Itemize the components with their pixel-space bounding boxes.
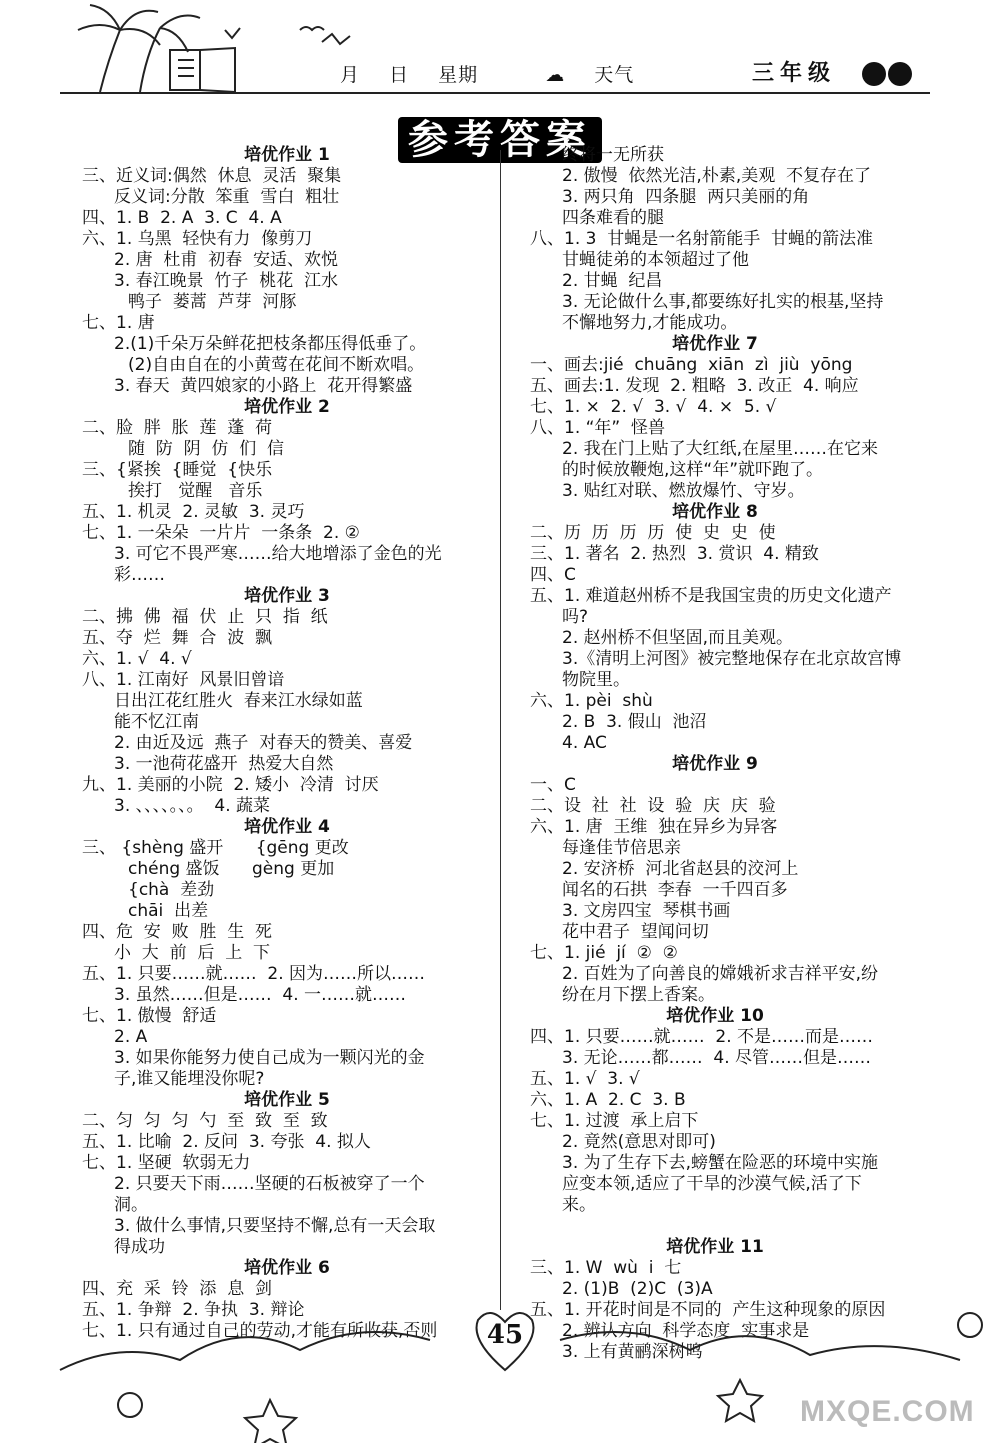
answer-line: 七、1. 坚硬 软弱无力 [82,1153,251,1173]
section-heading: 培优作业 1 [244,145,330,165]
answer-line: chāi 出差 [128,901,209,921]
answer-line: 2. 只要天下雨……坚硬的石板被穿了一个 [114,1174,425,1194]
answer-line: 四、1. B 2. A 3. C 4. A [82,208,282,228]
day-label: 日 [389,64,410,86]
answer-line: 得成功 [114,1237,165,1257]
header-rule [60,92,930,94]
answer-line: 4. AC [562,733,607,753]
answer-line: 3. 无论做什么事,都要练好扎实的根基,坚持 [562,292,884,312]
answer-line: 3. 春天 黄四娘家的小路上 花开得繁盛 [114,376,413,396]
answer-line: 七、1. × 2. √ 3. √ 4. × 5. √ [530,397,777,417]
answer-line: 2. 唐 杜甫 初春 安适、欢悦 [114,250,339,270]
answer-line: 2. 由近及远 燕子 对春天的赞美、喜爱 [114,733,413,753]
answer-line: 七、1. 过渡 承上启下 [530,1111,699,1131]
section-heading: 培优作业 3 [244,586,330,606]
answer-line: 四、1. 只要……就…… 2. 不是……而是…… [530,1027,874,1047]
grade-label: 三年级 [752,61,837,86]
answer-line: 九、1. 美丽的小院 2. 矮小 冷清 讨厌 [82,775,379,795]
answer-line: 甘蝇徒弟的本领超过了他 [562,250,749,270]
answer-line: 闻名的石拱 李春 一千四百多 [562,880,788,900]
answer-line: 三、{紧挨 {睡觉 {快乐 [82,460,273,480]
answer-line: 小 大 前 后 上 下 [114,943,271,963]
answer-line: 七、1. 只有通过自己的劳动,才能有所收获,否则 [82,1321,438,1341]
answer-line: 六、1. pèi shù [530,691,653,711]
answer-line: 3.《清明上河图》被完整地保存在北京故宫博 [562,649,902,669]
answer-line: 2. 甘蝇 纪昌 [562,271,663,291]
answer-line: 四条难看的腿 [562,208,664,228]
answer-line: chéng 盛饭 gèng 更加 [128,859,335,879]
answer-line: 六、1. A 2. C 3. B [530,1090,686,1110]
section-heading: 培优作业 2 [244,397,330,417]
answer-line: 3. 一池荷花盛开 热爱大自然 [114,754,334,774]
section-heading: 培优作业 9 [672,754,758,774]
answer-line: 八、1. 3 甘蝇是一名射箭能手 甘蝇的箭法准 [530,229,874,249]
answer-line: 一、画去:jié chuāng xiān zì jiù yōng [530,355,853,375]
answer-line: 吗? [562,607,589,627]
answer-line: 三、 {shèng 盛开 {gēng 更改 [82,838,349,858]
answer-line: 八、1. 江南好 风景旧曾谙 [82,670,285,690]
answer-line: 2.(1)千朵万朵鲜花把枝条都压得低垂了。 [114,334,427,354]
section-heading: 培优作业 11 [666,1237,764,1257]
answer-line: 五、1. 比喻 2. 反问 3. 夸张 4. 拟人 [82,1132,371,1152]
answer-line: 五、1. 只要……就…… 2. 因为……所以…… [82,964,426,984]
answer-line: 五、1. 开花时间是不同的 产生这种现象的原因 [530,1300,886,1320]
answer-line: 八、1. “年” 怪兽 [530,418,666,438]
answer-line: 3. 贴红对联、燃放爆竹、守岁。 [562,481,805,501]
month-label: 月 [340,64,361,86]
answer-line: {chà 差劲 [128,880,215,900]
answer-line: 3. 春江晚景 竹子 桃花 江水 [114,271,339,291]
answer-line: 七、1. 傲慢 舒适 [82,1006,217,1026]
answer-line: 二、拂 佛 福 伏 止 只 指 纸 [82,607,328,627]
answer-line: 五、1. √ 3. √ [530,1069,640,1089]
answer-line: 随 防 阴 仿 们 信 [128,439,285,459]
page-number: 45 [486,1320,524,1350]
left-answer-column [82,145,492,1342]
answer-line: 六、1. √ 4. √ [82,649,192,669]
answer-line: (2)自由自在的小黄莺在花间不断欢唱。 [128,355,425,375]
answer-line: 3. 无论……都…… 4. 尽管……但是…… [562,1048,872,1068]
answer-line: 3. 上有黄鹂深树鸣 [562,1342,703,1362]
answer-line: 2. 竟然(意思对即可) [562,1132,716,1152]
answer-line: 花中君子 望闻问切 [562,922,709,942]
answer-line: 二、历 历 历 历 使 史 史 使 [530,523,776,543]
answer-line: 3. 两只角 四条腿 两只美丽的角 [562,187,810,207]
section-heading: 培优作业 7 [672,334,758,354]
decorative-dots-icon [860,60,920,90]
answer-line: 日出江花红胜火 春来江水绿如蓝 [114,691,363,711]
answer-line: 三、近义词:偶然 休息 灵活 聚集 [82,166,342,186]
weather-label: 天气 [594,64,635,86]
answer-line: 一、C [530,775,576,795]
answer-line: 3. 文房四宝 琴棋书画 [562,901,731,921]
answer-line: 四、C [530,565,576,585]
answer-line: 六、1. 唐 王维 独在异乡为异客 [530,817,778,837]
answer-line: 三、1. W wù i 七 [530,1258,682,1278]
answer-line: 七、1. jié jí ② ② [530,943,678,963]
answer-line: 不懈地努力,才能成功。 [562,313,738,333]
palm-tree-books-icon [60,0,360,100]
answer-line: 3. 做什么事情,只要坚持不懈,总有一天会取 [114,1216,436,1236]
answer-line: 五、画去:1. 发现 2. 粗略 3. 改正 4. 响应 [530,376,859,396]
cloud-icon: ☁ [545,64,566,86]
answer-line: 2. A [114,1027,148,1047]
answer-line: 子,谁又能埋没你呢? [114,1069,265,1089]
answer-line: 3. 如果你能努力使自己成为一颗闪光的金 [114,1048,425,1068]
page-title: 参考答案 [0,108,1000,165]
answer-line: 五、1. 难道赵州桥不是我国宝贵的历史文化遗产 [530,586,892,606]
watermark: MXQE.COM [800,1395,975,1428]
answer-line: 纷在月下摆上香案。 [562,985,715,1005]
answer-line: 物院里。 [562,670,630,690]
answer-line: 五、夺 烂 舞 合 波 飘 [82,628,273,648]
answer-line: 七、1. 唐 [82,313,155,333]
right-answer-column [530,145,900,1363]
answer-line: 2. 安济桥 河北省赵县的洨河上 [562,859,799,879]
answer-line: 的时候放鞭炮,这样“年”就吓跑了。 [562,460,824,480]
answer-line: 应变本领,适应了干旱的沙漠气候,活了下 [562,1174,862,1194]
section-heading: 培优作业 6 [244,1258,330,1278]
answer-line [530,1216,900,1237]
answer-line: 反义词:分散 笨重 雪白 粗壮 [114,187,340,207]
answer-line: 2. 赵州桥不但坚固,而且美观。 [562,628,794,648]
answer-line: 3. 虽然……但是…… 4. 一……就…… [114,985,407,1005]
answer-line: 能不忆江南 [114,712,199,732]
date-weather-fields [340,60,656,87]
answer-line: 七、1. 一朵朵 一片片 一条条 2. ② [82,523,360,543]
page-header [0,0,1000,110]
answer-line: 2. 傲慢 依然光洁,朴素,美观 不复存在了 [562,166,872,186]
column-divider [500,150,501,1310]
answer-line: 五、1. 机灵 2. 灵敏 3. 灵巧 [82,502,305,522]
answer-line: 每逢佳节倍思亲 [562,838,681,858]
answer-line: 三、1. 著名 2. 热烈 3. 赏识 4. 精致 [530,544,819,564]
answer-line: 四、充 采 铃 添 息 剑 [82,1279,273,1299]
answer-line: 五、1. 争辩 2. 争执 3. 辩论 [82,1300,305,1320]
answer-line: 挨打 觉醒 音乐 [128,481,263,501]
answer-line: 四、危 安 败 胜 生 死 [82,922,273,942]
weekday-label: 星期 [438,64,479,86]
answer-line: 2. (1)B (2)C (3)A [562,1279,713,1299]
answer-line: 洞。 [114,1195,148,1215]
answer-line: 3. 、、、、。、。 4. 蔬菜 [114,796,271,816]
answer-line: 2. 辨认方向 科学态度 实事求是 [562,1321,810,1341]
answer-line: 3. 为了生存下去,螃蟹在险恶的环境中实施 [562,1153,879,1173]
section-heading: 培优作业 4 [244,817,330,837]
answer-line: 六、1. 乌黑 轻快有力 像剪刀 [82,229,313,249]
answer-line: 二、脸 胖 胀 莲 蓬 荷 [82,418,273,438]
answer-line: 2. 百姓为了向善良的嫦娥祈求吉祥平安,纷 [562,964,879,984]
section-heading: 培优作业 5 [244,1090,330,1110]
answer-line: 3. 可它不畏严寒……给大地增添了金色的光 [114,544,442,564]
answer-line: 二、设 社 社 设 验 庆 庆 验 [530,796,776,816]
answer-line: 终将一无所获 [562,145,664,165]
answer-line: 二、匀 匀 匀 勺 至 致 至 致 [82,1111,328,1131]
section-heading: 培优作业 10 [666,1006,764,1026]
answer-line: 彩…… [114,565,165,585]
answer-line: 鸭子 蒌蒿 芦芽 河豚 [128,292,297,312]
section-heading: 培优作业 8 [672,502,758,522]
answer-line: 2. B 3. 假山 池沼 [562,712,707,732]
answer-line: 2. 我在门上贴了大红纸,在屋里……在它来 [562,439,879,459]
answer-line: 来。 [562,1195,596,1215]
